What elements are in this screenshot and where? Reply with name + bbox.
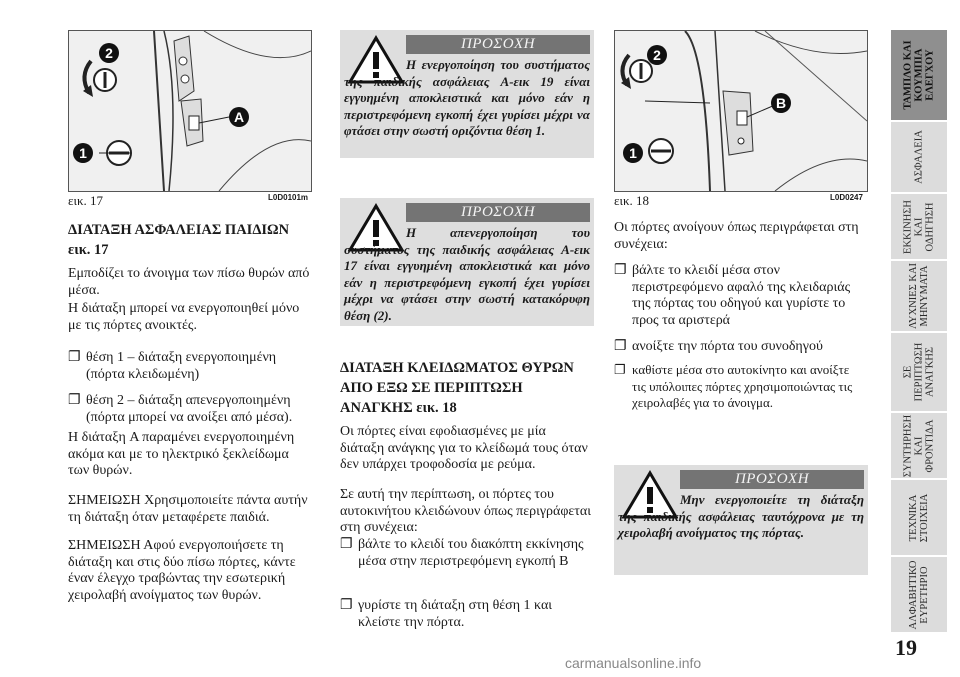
warning-title: ΠΡΟΣΟΧΗ — [406, 203, 590, 222]
checkbox-bullet-icon: ❐ — [614, 263, 627, 278]
checkbox-bullet-icon: ❐ — [68, 350, 81, 365]
tab-technical-data[interactable]: ΤΕΧΝΙΚΑ ΣΤΟΙΧΕΙΑ — [891, 480, 947, 555]
list-item: ❐ ανοίξτε την πόρτα του συνοδηγού — [614, 339, 823, 354]
figure-17 — [68, 30, 312, 192]
figure-label-1: 1 — [623, 143, 643, 163]
section-heading-child-lock: ΔΙΑΤΑΞΗ ΑΣΦΑΛΕΙΑΣ ΠΑΙΔΙΩΝ εικ. 17 — [68, 222, 290, 258]
figure-17-code: L0D0101m — [268, 193, 309, 202]
checkbox-bullet-icon: ❐ — [614, 339, 627, 354]
paragraph: Η διάταξη μπορεί να ενεργοποιηθεί μόνο με τις πόρτες ανοικτές. — [68, 301, 300, 333]
tab-alphabetical-index[interactable]: ΑΛΦΑΒΗΤΙΚΟ ΕΥΡΕΤΗΡΙΟ — [891, 557, 947, 632]
list-item: ❐ καθίστε μέσα στο αυτοκίνητο και ανοίξτε τις υπόλοιπες πόρτες χρησιμοποιώντας τις χειρολαβές για το άνοιγμα. — [614, 362, 853, 410]
warning-text: Η απενεργοποίηση του συστήματος της παιδικής ασφάλειας A-εικ 17 είναι εγγυημένη αποκλειστικά και μόνο εάν η περιστρεφόμενη εγκοπή έχει γυρίσει μέχρι να φτάσει στην σωστή κατακόρυφη θέση (2). — [344, 225, 590, 323]
paragraph: Η διάταξη A παραμένει ενεργοποιημένη ακόμα και με το ηλεκτρικό ξεκλείδωμα των θυρών. — [68, 430, 295, 478]
checkbox-bullet-icon: ❐ — [340, 598, 353, 613]
warning-box-1 — [340, 30, 594, 158]
note-paragraph: ΣΗΜΕΙΩΣΗ Χρησιμοποιείτε πάντα αυτήν τη διάταξη όταν μεταφέρετε παιδιά. — [68, 493, 308, 525]
tab-warning-lights-messages[interactable]: ΛΥΧΝΙΕΣ ΚΑΙ ΜΗΝΥΜΑΤΑ — [891, 261, 947, 331]
paragraph: Οι πόρτες ανοίγουν όπως περιγράφεται στη συνέχεια: — [614, 220, 859, 252]
list-item: ❐ θέση 1 – διάταξη ενεργοποιημένη (πόρτα κλειδωμένη) — [68, 350, 277, 382]
warning-text: Μην ενεργοποιείτε τη διάταξη της παιδικής ασφάλειας ταυτόχρονα με τη χειρολαβή ανοίγματος της πόρτας. — [618, 492, 864, 540]
paragraph: Οι πόρτες είναι εφοδιασμένες με μία διάταξη ανάγκης για το κλείδωμά τους όταν δεν υπάρχει τροφοδοσία με ρεύμα. — [340, 424, 588, 472]
watermark-text: carmanualsonline.info — [565, 655, 702, 671]
figure-label-b: B — [771, 93, 791, 113]
warning-box-2 — [340, 198, 594, 326]
tab-emergency[interactable]: ΣΕ ΠΕΡΙΠΤΩΣΗ ΑΝΑΓΚΗΣ — [891, 333, 947, 411]
checkbox-bullet-icon: ❐ — [614, 362, 626, 377]
figure-18 — [614, 30, 868, 192]
list-item: ❐ βάλτε το κλειδί μέσα στον περιστρεφόμενο αφαλό της κλειδαριάς της πόρτας του οδηγού και γυρίστε το προς τα αριστερά — [614, 263, 851, 328]
figure-label-2: 2 — [99, 43, 119, 63]
warning-box-3 — [614, 465, 868, 575]
figure-label-1: 1 — [73, 143, 93, 163]
note-paragraph: ΣΗΜΕΙΩΣΗ Αφού ενεργοποιήσετε τη διάταξη και στις δύο πίσω πόρτες, κάντε έναν έλεγχο τραβώντας την εσωτερική χειρολαβή ανοίγματος των θυρών. — [68, 538, 296, 603]
checkbox-bullet-icon: ❐ — [340, 537, 353, 552]
warning-text: Η ενεργοποίηση του συστήματος της παιδικής ασφάλειας A-εικ 19 είναι εγγυημένη αποκλειστικά και μόνο εάν η περιστρεφόμενη εγκοπή έχει γυρίσει μέχρι να φτάσει στην σωστή οριζόντια θέση 1. — [344, 57, 590, 138]
warning-title: ΠΡΟΣΟΧΗ — [406, 35, 590, 54]
figure-label-a: A — [229, 107, 249, 127]
list-item: ❐ θέση 2 – διάταξη απενεργοποιημένη (πόρτα μπορεί να ανοίξει από μέσα). — [68, 393, 293, 425]
paragraph: Εμποδίζει το άνοιγμα των πίσω θυρών από μέσα. — [68, 266, 310, 298]
list-item: ❐ βάλτε το κλειδί του διακόπτη εκκίνησης μέσα στην περιστρεφόμενη εγκοπή B — [340, 537, 584, 569]
checkbox-bullet-icon: ❐ — [68, 393, 81, 408]
paragraph: Σε αυτή την περίπτωση, οι πόρτες του αυτοκινήτου κλειδώνουν όπως περιγράφεται στη συνέχεια: — [340, 487, 592, 535]
warning-title: ΠΡΟΣΟΧΗ — [680, 470, 864, 489]
tab-safety[interactable]: ΑΣΦΑΛΕΙΑ — [891, 122, 947, 192]
section-heading-emergency-lock: ΔΙΑΤΑΞΗ ΚΛΕΙΔΩΜΑΤΟΣ ΘΥΡΩΝ ΑΠΟ ΕΞΩ ΣΕ ΠΕΡΙΠΤΩΣΗ ΑΝΑΓΚΗΣ εικ. 18 — [340, 360, 574, 416]
figure-17-caption: εικ. 17 — [68, 193, 104, 208]
tab-maintenance-care[interactable]: ΣΥΝΤΗΡΗΣΗ ΚΑΙ ΦΡΟΝΤΙΔΑ — [891, 413, 947, 478]
figure-18-caption: εικ. 18 — [614, 193, 650, 208]
list-item: ❐ γυρίστε τη διάταξη στη θέση 1 και κλείστε την πόρτα. — [340, 598, 553, 630]
figure-label-2: 2 — [647, 45, 667, 65]
tab-dashboard-controls[interactable]: ΤΑΜΠΛΟ ΚΑΙ ΚΟΥΜΠΙΑ ΕΛΕΓΧΟΥ — [891, 30, 947, 120]
page-number: 19 — [895, 635, 917, 660]
tab-starting-driving[interactable]: ΕΚΚΙΝΗΣΗ ΚΑΙ ΟΔΗΓΗΣΗ — [891, 194, 947, 259]
figure-18-code: L0D0247 — [830, 193, 863, 202]
